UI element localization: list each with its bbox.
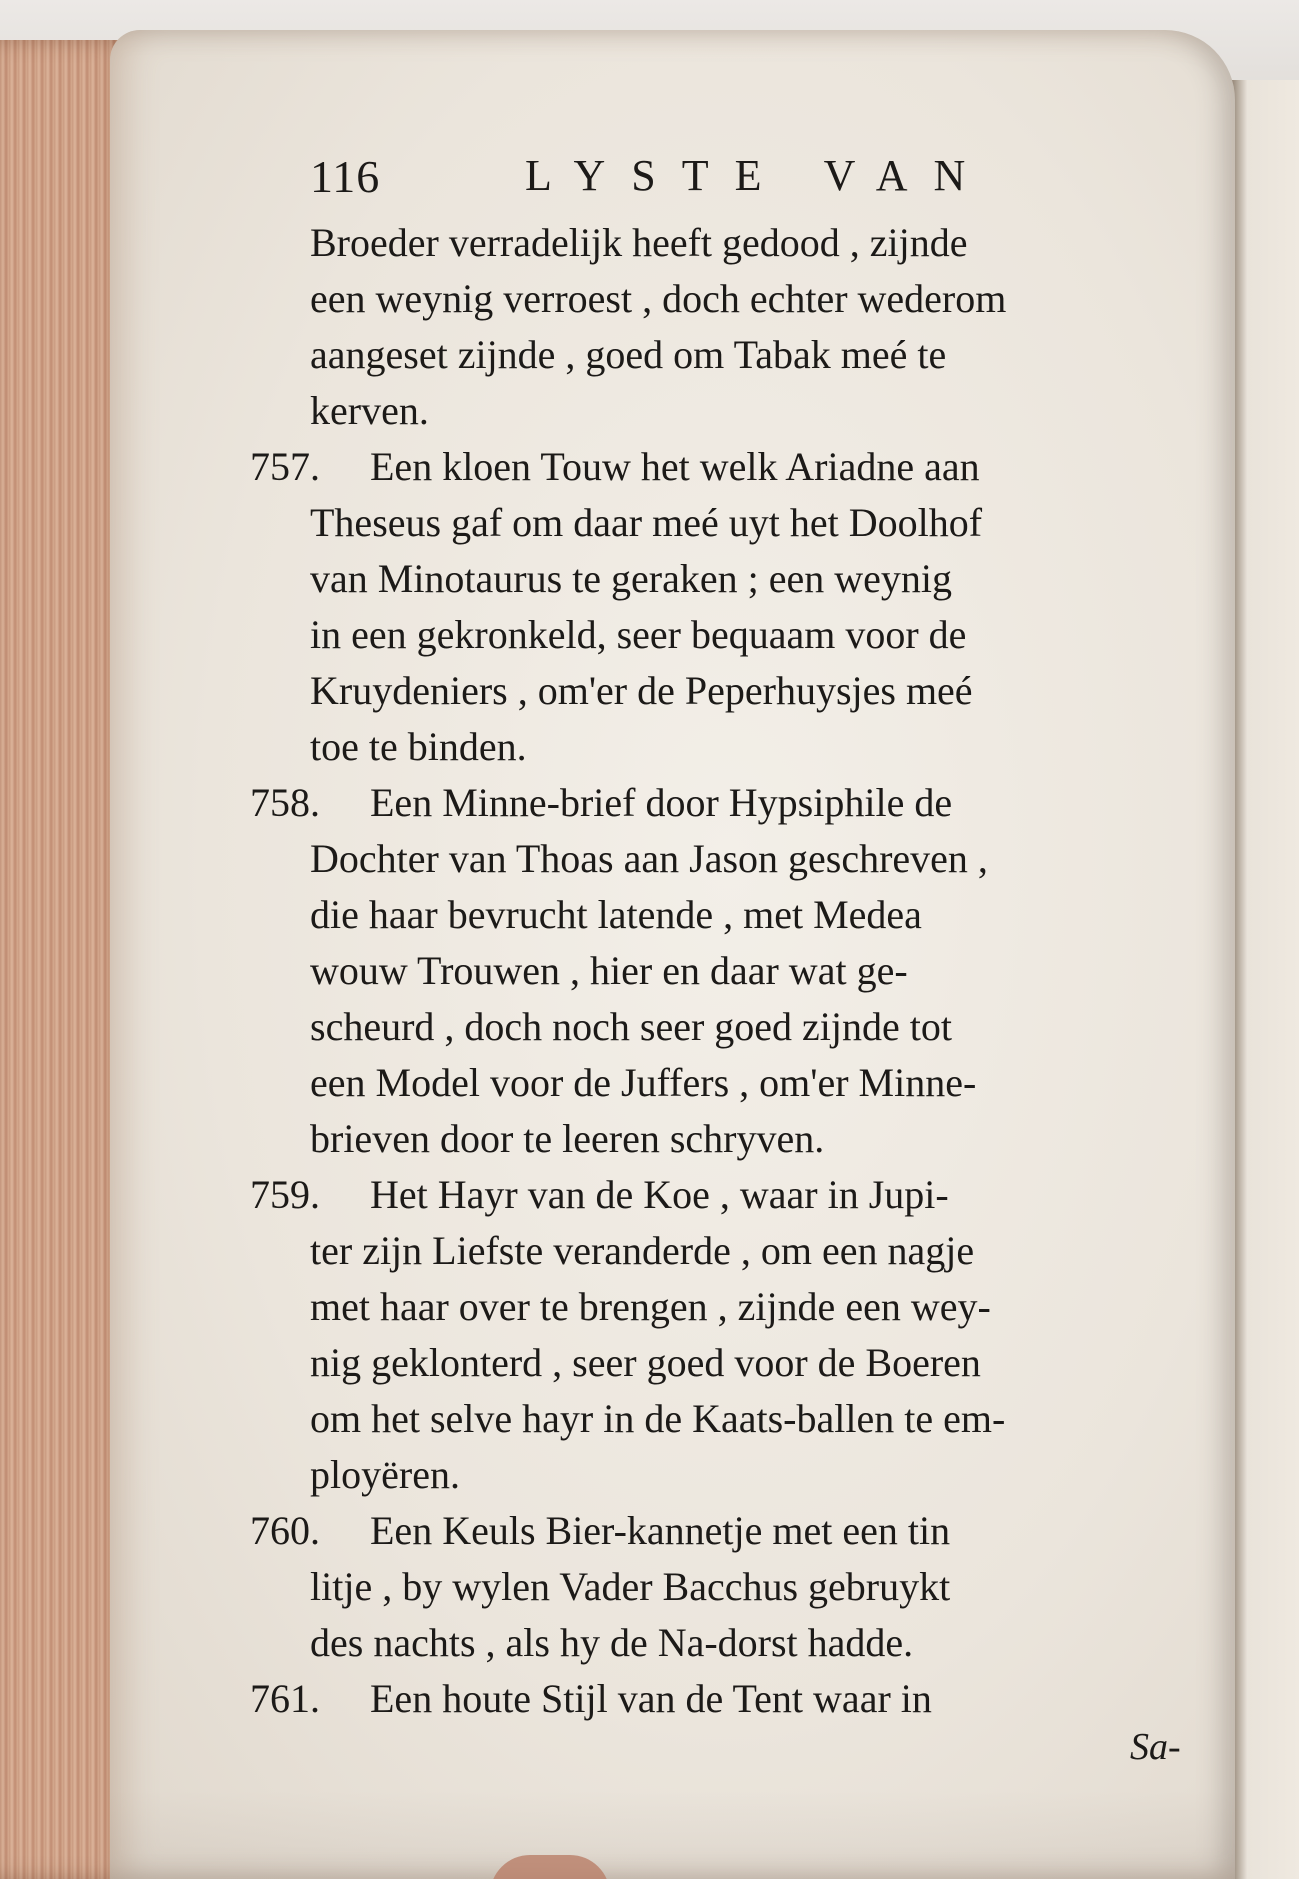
entry-text: Een kloen Touw het welk Ariadne aan	[370, 444, 980, 489]
entry-number: 758.	[250, 780, 320, 825]
entry-759-first-line	[250, 1167, 1170, 1223]
entry-761-first-line	[250, 1671, 1170, 1727]
entry-text: Een Keuls Bier-kannetje met een tin	[370, 1508, 951, 1553]
entry-757-first-line	[250, 439, 1170, 495]
entry-text: Een houte Stijl van de Tent waar in	[370, 1676, 932, 1721]
text-line: wouw Trouwen , hier en daar wat ge-	[310, 948, 908, 993]
entry-758-first-line	[250, 775, 1170, 831]
entry-number: 760.	[250, 1508, 320, 1553]
text-line: scheurd , doch noch seer goed zijnde tot	[310, 1004, 953, 1049]
facing-page-edge	[1230, 80, 1299, 1879]
text-line: des nachts , als hy de Na-dorst hadde.	[310, 1620, 914, 1665]
text-line: die haar bevrucht latende , met Medea	[310, 892, 922, 937]
text-line: Broeder verradelijk heeft gedood , zijnde	[310, 220, 968, 265]
text-line: Kruydeniers , om'er de Peperhuysjes meé	[310, 668, 973, 713]
text-line: Dochter van Thoas aan Jason geschreven ,	[310, 836, 988, 881]
text-line: een weynig verroest , doch echter wederom	[310, 276, 1007, 321]
page-header	[310, 150, 1030, 210]
page-number: 116	[310, 151, 381, 202]
text-line: van Minotaurus te geraken ; een weynig	[310, 556, 953, 601]
text-line: ter zijn Liefste veranderde , om een nagje	[310, 1228, 975, 1273]
entry-text: Een Minne-brief door Hypsiphile de	[370, 780, 953, 825]
entry-text: Het Hayr van de Koe , waar in Jupi-	[370, 1172, 949, 1217]
entry-number: 761.	[250, 1676, 320, 1721]
catchword: Sa-	[1130, 1726, 1181, 1768]
text-line: litje , by wylen Vader Bacchus gebruykt	[310, 1564, 951, 1609]
running-title: LYSTE VAN	[525, 151, 992, 200]
entry-number: 759.	[250, 1172, 320, 1217]
page-shadow	[110, 1790, 1235, 1879]
text-line: nig geklonterd , seer goed voor de Boeren	[310, 1340, 981, 1385]
text-line: in een gekronkeld, seer bequaam voor de	[310, 612, 967, 657]
text-line: kerven.	[310, 388, 429, 433]
page-body	[250, 215, 1170, 1727]
text-line: brieven door te leeren schryven.	[310, 1116, 825, 1161]
entry-number: 757.	[250, 444, 320, 489]
text-line: een Model voor de Juffers , om'er Minne-	[310, 1060, 977, 1105]
text-line: ployëren.	[310, 1452, 460, 1497]
text-line: aangeset zijnde , goed om Tabak meé te	[310, 332, 947, 377]
entry-760-first-line	[250, 1503, 1170, 1559]
text-line: toe te binden.	[310, 724, 527, 769]
text-line: om het selve hayr in de Kaats-ballen te em-	[310, 1396, 1006, 1441]
text-line: met haar over te brengen , zijnde een wey-	[310, 1284, 991, 1329]
text-line: Theseus gaf om daar meé uyt het Doolhof	[310, 500, 983, 545]
